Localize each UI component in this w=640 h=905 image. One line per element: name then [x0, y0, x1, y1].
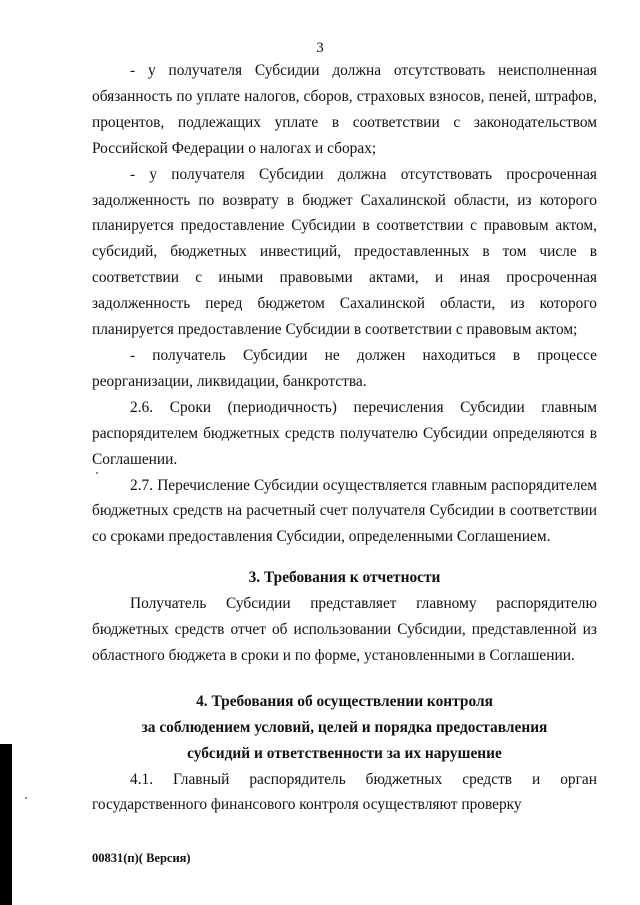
spacer	[92, 550, 597, 565]
section-4-heading-line-2: за соблюдением условий, целей и порядка предоставления	[141, 718, 548, 736]
scan-edge-shadow	[0, 744, 12, 905]
paragraph-2-6: 2.6. Сроки (периодичность) перечисления Субсидии главным распорядителем бюджетных средств получателю Субсидии определяются в Соглашении.	[92, 398, 597, 468]
paragraph-no-reorganization: - получатель Субсидии не должен находиться в процессе реорганизации, ликвидации, банкротства.	[92, 346, 597, 390]
spacer	[92, 669, 597, 689]
section-4-heading-line-1: 4. Требования об осуществлении контроля	[196, 692, 493, 710]
paragraph-4-1: 4.1. Главный распорядитель бюджетных средств и орган государственного финансового контроля осуществляют проверку	[92, 770, 597, 814]
document-code: 00831(п)( Версия)	[92, 851, 191, 865]
paragraph-2-7: 2.7. Перечисление Субсидии осуществляется главным распорядителем бюджетных средств на расчетный счет получателя Субсидии в соответствии со сроками предоставления Субсидии, определенными Соглашением.	[92, 476, 597, 546]
section-3-paragraph: Получатель Субсидии представляет главному распорядителю бюджетных средств отчет об использовании Субсидии, представленной из областного бюджета в сроки и по форме, установленными в Соглашении.	[92, 595, 597, 664]
section-3-heading: 3. Требования к отчетности	[248, 569, 441, 587]
paragraph-no-tax-debt: - у получателя Субсидии должна отсутствовать неисполненная обязанность по уплате налогов, сборов, страховых взносов, пеней, штрафов, процентов, подлежащих уплате в соответствии с законодательством Российской Федерации о налогах и сборах;	[92, 62, 597, 157]
paragraph-no-overdue-debt: - у получателя Субсидии должна отсутствовать просроченная задолженность по возврату в бюджет Сахалинской области, из которого планируется предоставление Субсидии в соответствии с правовым актом, субсидий, бюджетных инвестиций, предоставленных в том числе в соответствии с иными правовыми актами, и иная просроченная задолженность перед бюджетом Сахалинской области, из которого планируется предоставление Субсидии в соответствии с правовым актом;	[92, 165, 597, 339]
scan-speck	[96, 472, 98, 474]
document-body	[92, 58, 597, 818]
section-4-heading-line-3: субсидий и ответственности за их нарушение	[187, 744, 502, 762]
scan-speck	[25, 797, 27, 799]
page-number: 3	[316, 40, 324, 56]
